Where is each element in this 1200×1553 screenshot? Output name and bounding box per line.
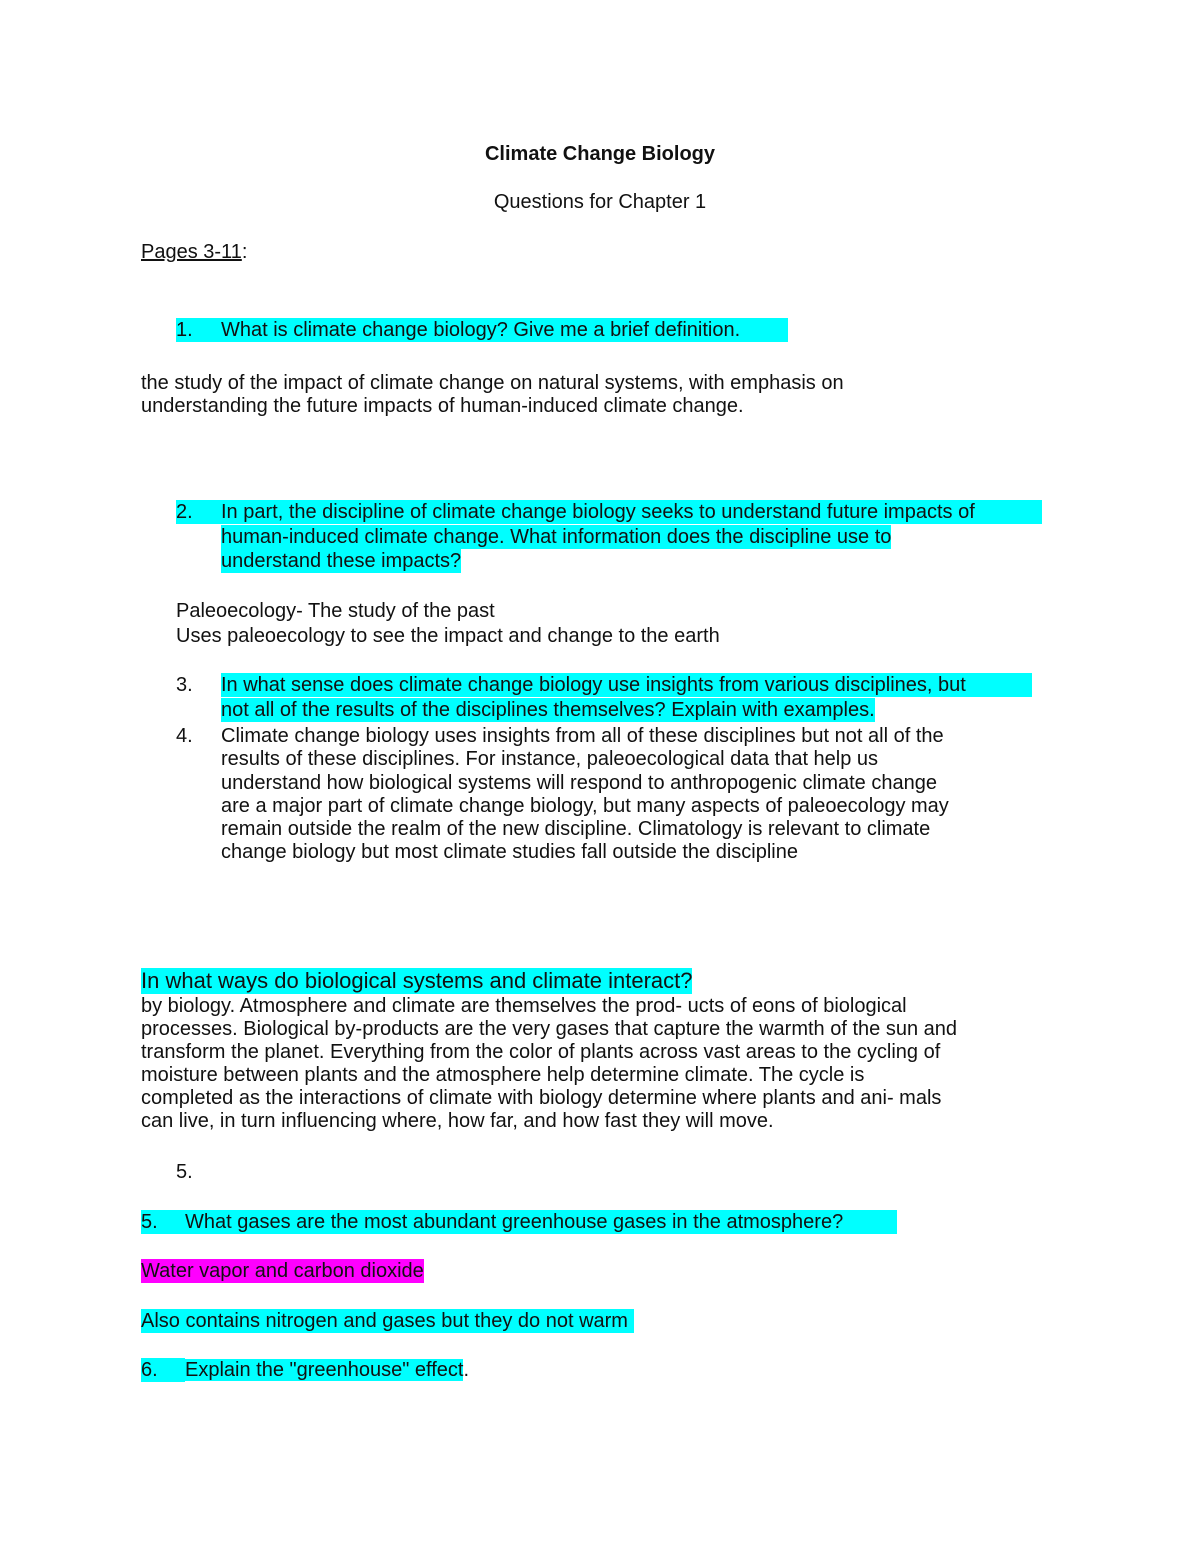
empty-list-item: 5. (176, 1161, 193, 1183)
question-interact: In what ways do biological systems and climate interact? (141, 968, 693, 993)
answer-1-line: understanding the future impacts of human-induced climate change. (141, 395, 744, 417)
document-subtitle: Questions for Chapter 1 (493, 191, 707, 213)
question-2-line: understand these impacts? (221, 550, 462, 572)
answer-3-line: are a major part of climate change biology, but many aspects of paleoecology may (221, 795, 949, 817)
answer-interact-line: completed as the interactions of climate with biology determine where plants and ani- mals (141, 1087, 942, 1109)
question-5 (141, 1210, 897, 1234)
answer-3-line: Climate change biology uses insights from all of these disciplines but not all of the (221, 725, 944, 747)
answer-interact-line: by biology. Atmosphere and climate are themselves the prod- ucts of eons of biological (141, 995, 907, 1017)
question-text: What is climate change biology? Give me a brief definition. (221, 319, 741, 341)
question-number: 5. (141, 1211, 158, 1233)
question-text: In part, the discipline of climate change biology seeks to understand future impacts of (221, 501, 975, 523)
question-3-line: not all of the results of the disciplines themselves? Explain with examples. (221, 699, 875, 721)
answer-3-line: understand how biological systems will respond to anthropogenic climate change (221, 772, 937, 794)
question-number: 2. (176, 501, 193, 523)
answer-5: Water vapor and carbon dioxide (141, 1260, 424, 1282)
question-2 (176, 500, 1042, 524)
question-6 (141, 1358, 469, 1382)
answer-2-line: Uses paleoecology to see the impact and change to the earth (176, 625, 720, 647)
answer-interact-line: moisture between plants and the atmosphere help determine climate. The cycle is (141, 1064, 865, 1086)
question-2-line: human-induced climate change. What information does the discipline use to (221, 526, 892, 548)
question-period: . (463, 1359, 470, 1381)
answer-3-line: results of these disciplines. For instance, paleoecological data that help us (221, 748, 879, 770)
answer-2-line: Paleoecology- The study of the past (176, 600, 495, 622)
pages-colon: : (241, 241, 248, 263)
answer-1-line: the study of the impact of climate change on natural systems, with emphasis on (141, 372, 844, 394)
answer-interact-line: transform the planet. Everything from the color of plants across vast areas to the cycling of (141, 1041, 941, 1063)
answer-interact-line: processes. Biological by-products are the very gases that capture the warmth of the sun and (141, 1018, 957, 1040)
answer-interact-line: can live, in turn influencing where, how far, and how fast they will move. (141, 1110, 774, 1132)
document-title: Climate Change Biology (484, 143, 716, 165)
question-3-number: 3. (176, 674, 193, 696)
question-number: 1. (176, 319, 193, 341)
answer-3-line: change biology but most climate studies fall outside the discipline (221, 841, 798, 863)
pages-range: Pages 3-11 (141, 241, 242, 263)
question-1 (176, 318, 788, 342)
answer-3-number: 4. (176, 725, 193, 747)
question-text: Explain the "greenhouse" effect (185, 1359, 464, 1381)
answer-5-extra: Also contains nitrogen and gases but they do not warm (141, 1309, 634, 1333)
answer-3-line: remain outside the realm of the new discipline. Climatology is relevant to climate (221, 818, 931, 840)
pages-label (141, 240, 247, 264)
question-3-line: In what sense does climate change biology use insights from various disciplines, but (221, 673, 1032, 697)
question-number: 6. (141, 1358, 185, 1382)
question-text: What gases are the most abundant greenhouse gases in the atmosphere? (185, 1211, 844, 1233)
